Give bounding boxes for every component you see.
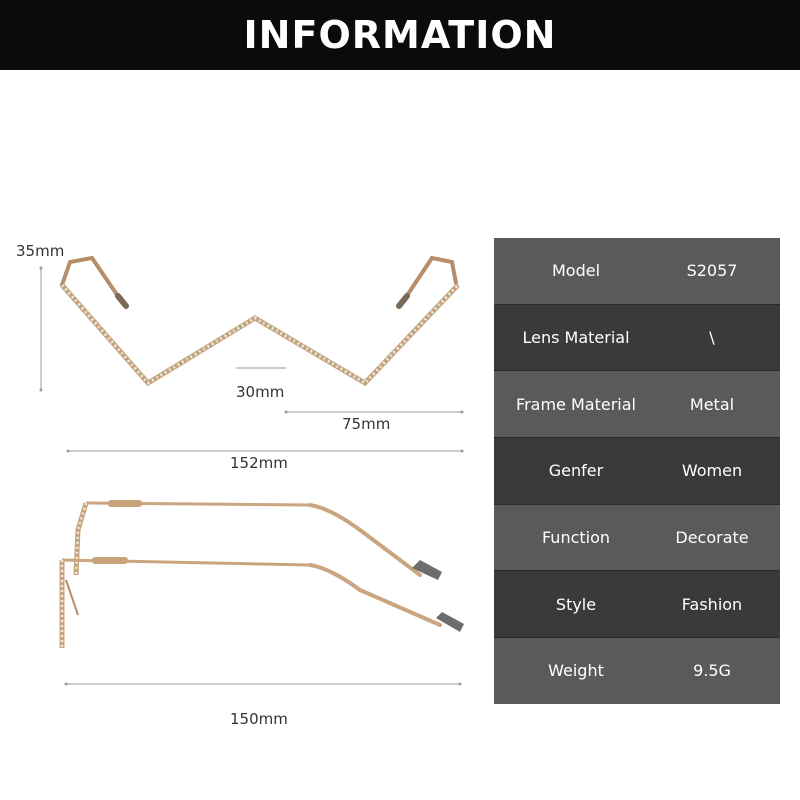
side-view-upper xyxy=(76,500,442,580)
spec-value: S2057 xyxy=(686,261,738,281)
spec-value: Women xyxy=(681,461,743,481)
total-width-dimension-label: 152mm xyxy=(230,454,288,472)
spec-label: Function xyxy=(541,528,611,548)
spec-value: Metal xyxy=(689,394,735,414)
spec-row-lens-material xyxy=(494,305,780,372)
spec-label: Genfer xyxy=(548,461,604,481)
spec-value: 9.5G xyxy=(693,661,731,681)
front-view-frame xyxy=(62,258,458,383)
height-dimension-label: 35mm xyxy=(16,242,65,260)
spec-label: Lens Material xyxy=(522,328,630,348)
spec-row-function xyxy=(494,505,780,572)
spec-label: Weight xyxy=(548,661,604,681)
bridge-dimension-label: 30mm xyxy=(236,383,285,401)
spec-value: Fashion xyxy=(681,594,743,614)
page-title: INFORMATION xyxy=(243,13,557,57)
spec-row-weight xyxy=(494,638,780,704)
spec-value: Decorate xyxy=(675,528,749,548)
spec-table xyxy=(494,238,780,698)
spec-label: Model xyxy=(551,261,601,281)
spec-row-style xyxy=(494,571,780,638)
spec-row-frame-material xyxy=(494,371,780,438)
spec-row-model xyxy=(494,238,780,305)
spec-label: Style xyxy=(555,594,597,614)
temple-length-dimension-label: 150mm xyxy=(230,710,288,728)
lens-width-dimension-label: 75mm xyxy=(342,415,391,433)
spec-row-gender xyxy=(494,438,780,505)
spec-label: Frame Material xyxy=(516,394,636,414)
side-view-lower xyxy=(62,557,464,648)
spec-value: \ xyxy=(709,328,715,348)
